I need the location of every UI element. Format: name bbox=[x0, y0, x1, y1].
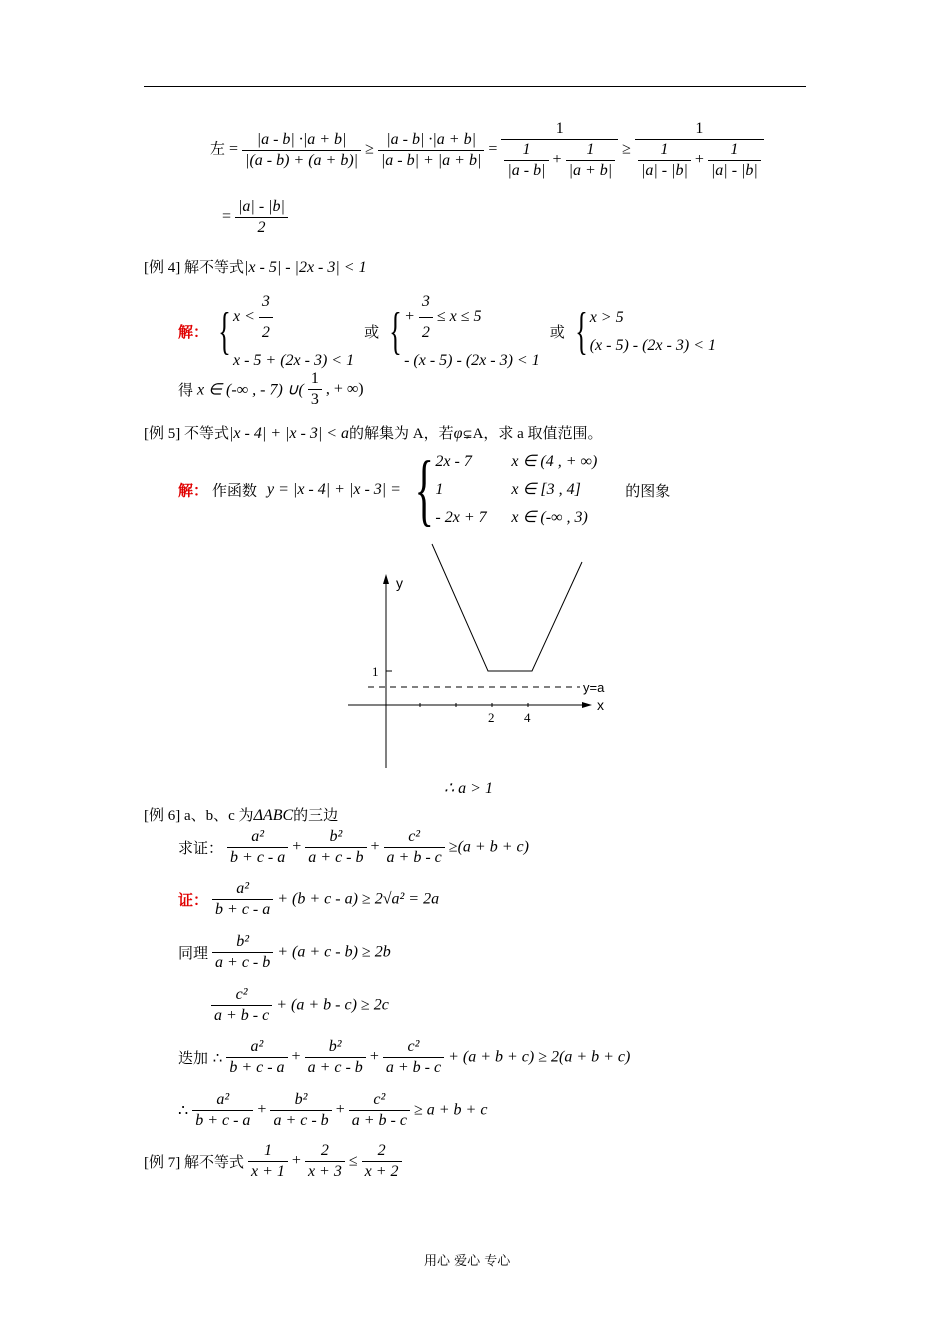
fraction-2: $\frac{|a - b| \cdot|a + b|}{|a - b| + |a + b|}$ bbox=[378, 131, 485, 170]
example-6-proof-final: ∴ $\frac{\text{a²}}{b + c - a}$ + $\frac{\text{b²}}{a + c - b}$ + $\frac{\text{c²}}{a + b - c}$ ≥ a + b + c bbox=[178, 1091, 488, 1129]
equals-sign: = bbox=[229, 140, 239, 158]
y-axis-arrow bbox=[383, 574, 389, 584]
top-rule bbox=[144, 86, 806, 87]
example-5-conclusion: ∴ a > 1 bbox=[444, 780, 493, 797]
inequality-chain-line2: = $\frac{|a| - |b|}{2}$ bbox=[222, 198, 288, 237]
tick-2-label: 2 bbox=[488, 710, 495, 725]
x-label: x bbox=[597, 697, 604, 713]
example-6-title: [例 6] a、b、c 为ΔABC的三边 bbox=[144, 807, 339, 824]
ya-label: y=a bbox=[583, 680, 605, 695]
example-6-proof-2: 同理 $\frac{\text{b²}}{a + c - b}$ + (a + c - b) ≥ 2b bbox=[178, 933, 391, 971]
x-axis-arrow bbox=[582, 702, 592, 708]
example-7: [例 7] 解不等式 $\frac{1}{x + 1}$ + $\frac{2}{x + 3}$ ≤ $\frac{2}{x + 2}$ bbox=[144, 1142, 402, 1181]
fraction-4: 1 $\frac{1}{|a| - |b|}$ + $\frac{1}{|a| - |b|}$ bbox=[635, 120, 764, 180]
example-4-title: [例 4] 解不等式|x - 5| - |2x - 3| < 1 bbox=[144, 259, 367, 276]
ge-sign: ≥ bbox=[365, 140, 374, 158]
ge-sign: ≥ bbox=[622, 140, 631, 158]
equals-sign: = bbox=[488, 140, 498, 158]
fraction-3: 1 $\frac{1}{|a - b|}$ + $\frac{1}{|a + b|}$ bbox=[501, 120, 618, 180]
function-graph bbox=[340, 538, 620, 774]
inequality-chain-line1 bbox=[210, 120, 764, 180]
example-5-title: [例 5] 不等式|x - 4| + |x - 3| < a的解集为 A，若φ⊊A，求 a 取值范围。 bbox=[144, 425, 603, 442]
tick-4-label: 4 bbox=[524, 710, 531, 725]
example-6-proof-sum: 迭加 ∴ $\frac{\text{a²}}{b + c - a}$ + $\frac{\text{b²}}{a + c - b}$ + $\frac{\text{c²}}{a + b - c}$ + (a + b + c) ≥ 2(a + b + c) bbox=[178, 1038, 631, 1076]
tick-1-label: 1 bbox=[372, 664, 379, 679]
example-5-solution: 解： 作函数 y = |x - 4| + |x - 3| = { 2x - 7 x ∈ (4 , + ∞) 1 x ∈ [3 , 4] - 2x + 7 x ∈ (-∞ , 3) 的图象 bbox=[178, 446, 671, 534]
example-4-result: 得 x ∈ (-∞ , - 7) ∪( $\frac{1}{3}$ , + ∞) bbox=[178, 370, 364, 408]
example-6-proof-1: 证： $\frac{\text{a²}}{b + c - a}$ + (b + c - a) ≥ 2√a² = 2a bbox=[178, 880, 440, 918]
lhs-label: 左 bbox=[210, 139, 226, 158]
y-label: y bbox=[396, 575, 403, 591]
page-footer: 用心 爱心 专心 bbox=[424, 1254, 511, 1269]
example-6-claim: 求证： $\frac{\text{a²}}{b + c - a}$ + $\frac{\text{b²}}{a + c - b}$ + $\frac{\text{c²}}{a + b - c}$ ≥(a + b + c) bbox=[178, 828, 529, 866]
fraction-1: $\frac{|a - b| \cdot|a + b|}{|(a - b) + (a + b)|}$ bbox=[242, 131, 361, 170]
example-4-solution: 解： { x < $\frac{3}{2}$ x - 5 + (2x - 3) < 1 或 { + $\frac{3}{2}$ ≤ x ≤ 5 - (x - 5) - (2x - 3) < 1 或 { x > 5 (x - 5) - (2x - 3) < 1 bbox=[178, 288, 716, 375]
function-curve bbox=[432, 544, 582, 671]
example-6-proof-3: $\frac{\text{c²}}{a + b - c}$ + (a + b - c) ≥ 2c bbox=[211, 986, 389, 1025]
